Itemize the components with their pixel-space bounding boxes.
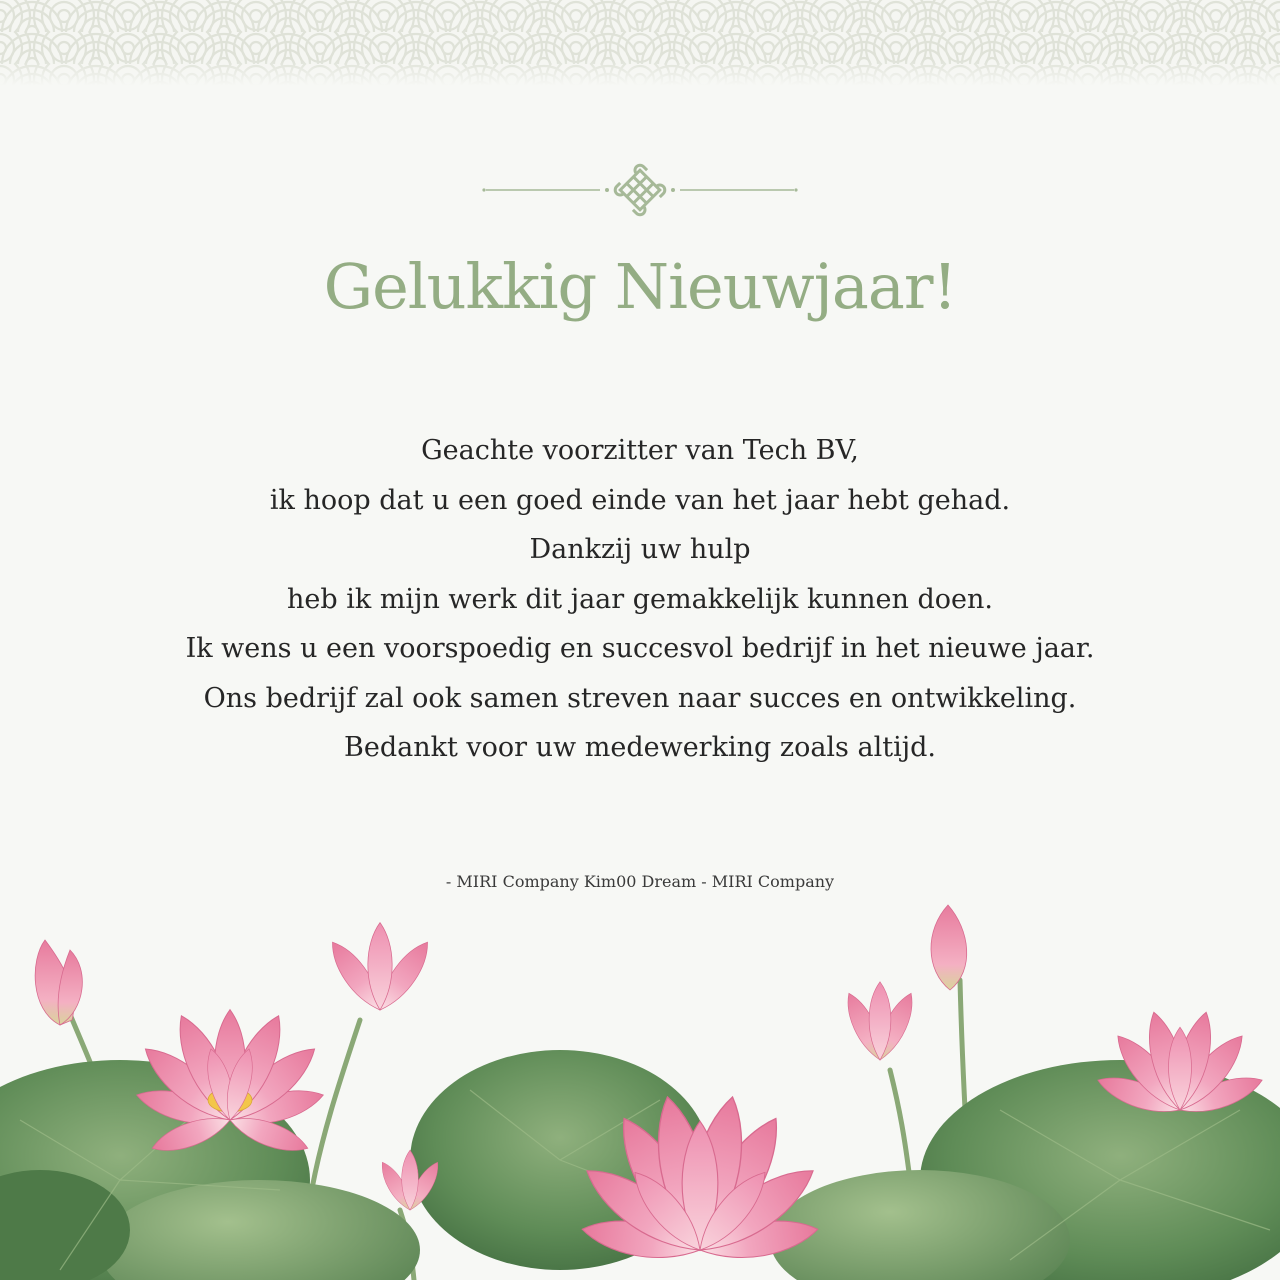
knot-ornament-divider [480,160,800,220]
message-line: ik hoop dat u een goed einde van het jaar hebt gehad. [269,484,1011,516]
card-signature: - MIRI Company Kim00 Dream - MIRI Company [445,872,835,891]
endless-knot-icon [613,163,667,217]
message-line: Ons bedrijf zal ook samen streven naar succes en ontwikkeling. [203,682,1077,714]
card-message [0,426,1280,773]
message-line: heb ik mijn werk dit jaar gemakkelijk kunnen doen. [287,583,993,615]
message-line: Geachte voorzitter van Tech BV, [421,435,859,466]
card-title: Gelukkig Nieuwjaar! [323,250,957,323]
message-line: Dankzij uw hulp [529,534,751,565]
lotus-illustration [0,900,1280,1280]
message-line: Ik wens u een voorspoedig en succesvol bedrijf in het nieuwe jaar. [185,633,1095,664]
wave-pattern-banner [0,0,1280,86]
message-line: Bedankt voor uw medewerking zoals altijd. [344,732,936,763]
